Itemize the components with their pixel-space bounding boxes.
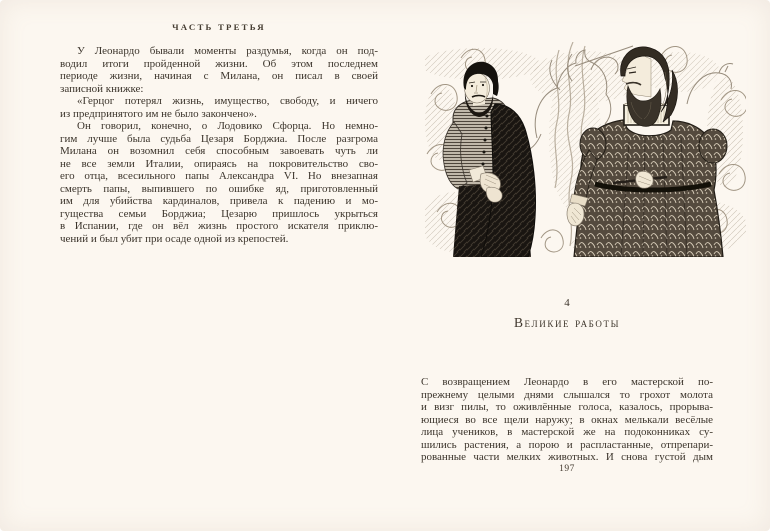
text-line: лица учеников, в мастерской же на подоконниках су- [421, 426, 713, 438]
text-line: смерть папы, выпившего по ошибке яд, приготовленный [60, 182, 378, 195]
text-line: У Леонардо бывали моменты раздумья, когда он под- [77, 45, 378, 57]
text-line: им для убийства кардиналов, привела к падению и мо- [60, 195, 378, 207]
engraving-left-figure [443, 62, 535, 257]
text-line: Милана он возомнил себя способным завоевать чуть ли [60, 145, 378, 157]
text-line: С возвращением Леонардо в его мастерской по- [421, 376, 713, 388]
text-line: прежнему целыми днями слышался то грохот молота [421, 388, 713, 401]
text-line: рованные части мелких животных. И снова густой дым [421, 451, 713, 463]
engraving-two-figures [425, 42, 746, 257]
chapter-title: Великие работы [513, 315, 621, 330]
page-number: 197 [559, 464, 575, 474]
text-line: гущества семьи Борджиа; Цезарю пришлось укрыться [60, 207, 378, 220]
text-line: из предпринятого им не было закончено». [60, 107, 257, 120]
text-line: ющиеся во все щели наружу; в окнах мелькали весёлые [421, 413, 713, 426]
text-line: чений и был убит при осаде одной из крепостей. [60, 232, 289, 245]
text-line: в Испании, где он вёл жизнь простого искателя приклю- [60, 220, 378, 232]
right-page-text-column [421, 376, 713, 464]
chapter-number: 4 [564, 297, 570, 309]
text-line: гим лучше была судьба Цезаря Борджиа. После разгрома [60, 132, 378, 145]
text-line: шились растения, а порою и распластанные, отпрепари- [421, 438, 713, 451]
text-line: водил итоги пройденной жизни. Об этом последнем [60, 57, 378, 70]
running-head: ЧАСТЬ ТРЕТЬЯ [172, 22, 266, 32]
text-line: не все земли Италии, опираясь на покровительство сво- [60, 157, 378, 170]
chapter-illustration [425, 42, 746, 257]
left-page-text-column [60, 45, 378, 245]
text-line: его отца, всесильного папы Александра VI. Но внезапная [60, 170, 378, 182]
text-line: периоде жизни, начиная с Милана, он писал в своей [60, 70, 378, 82]
text-line: записной книжке: [60, 82, 144, 95]
text-line: и визг пилы, то оживлённые голоса, казалось, прорыва- [421, 401, 713, 413]
text-line: Он говорил, конечно, о Лодовико Сфорца. Но немно- [77, 120, 378, 132]
text-line: «Герцог потерял жизнь, имущество, свободу, и ничего [77, 95, 378, 107]
